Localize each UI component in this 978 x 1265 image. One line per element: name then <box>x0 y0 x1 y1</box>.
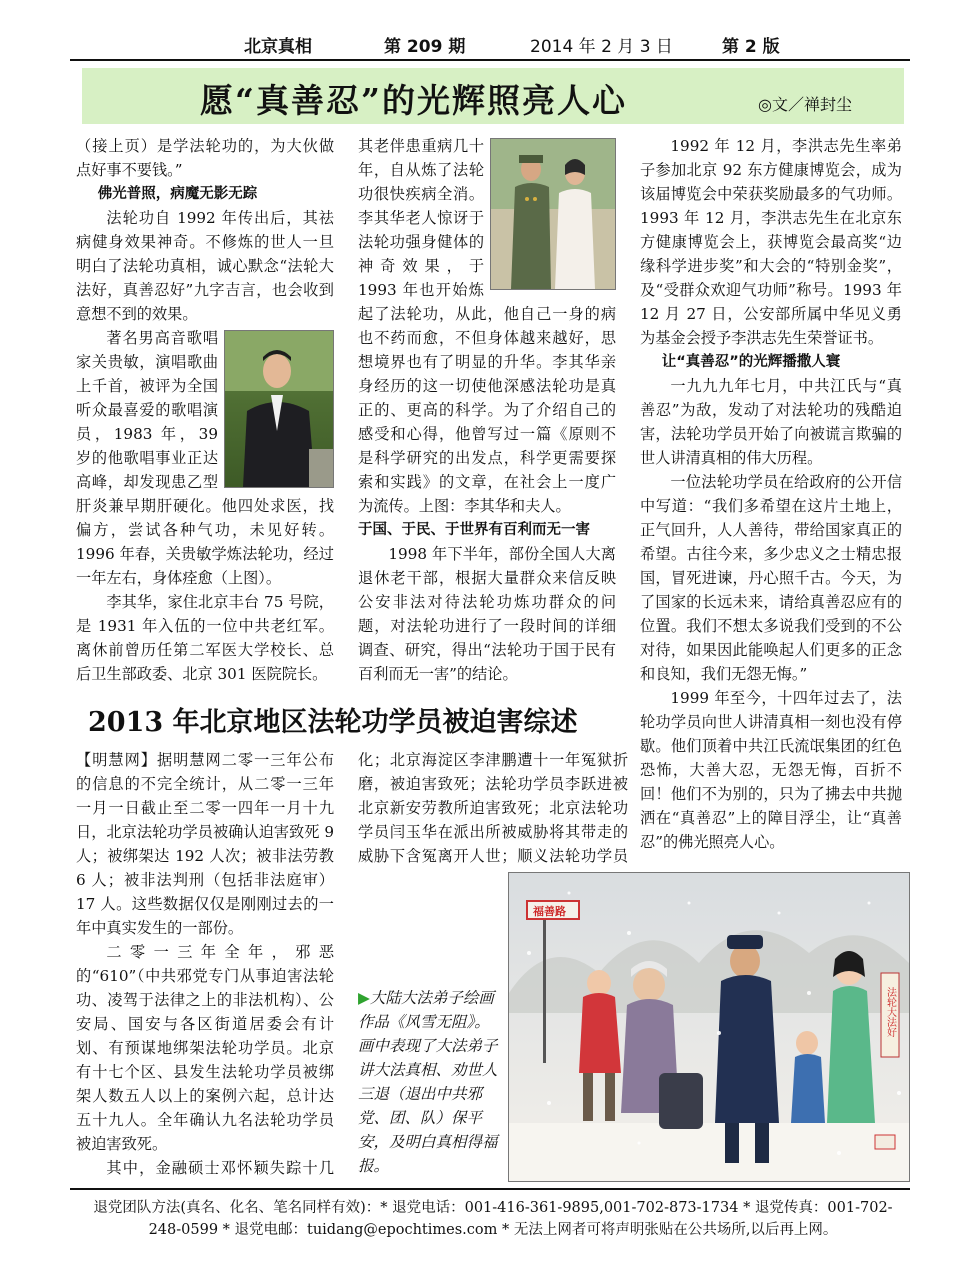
article-byline: ◎文／禅封尘 <box>758 95 852 114</box>
footer-rule <box>70 1188 910 1190</box>
caption-text: 大陆大法弟子绘画作品《风雪无阻》。画中表现了大法弟子讲大法真相、劝世人三退（退出中共邪党、团、队）保平安，及明白真相得福报。 <box>358 989 498 1175</box>
paragraph: 1999 年至今，十四年过去了，法轮功学员向世人讲清真相一刻也没有停歇。他们顶着中共江氏流氓集团的红色恐怖，大善大忍，无怨无悔，百折不回！他们不为别的，只为了拂去中共抛洒在“真善忍”上的障目浮尘，让“真善忍”的佛光照亮人心。 <box>640 689 902 851</box>
article1-column-1 <box>76 134 334 686</box>
issue-number: 第 209 期 <box>384 37 466 57</box>
subheading: 于国、于民、于世界有百利而无一害 <box>358 522 590 538</box>
masthead-rule <box>70 59 910 61</box>
couple-figures-icon <box>491 139 615 289</box>
paragraph: 【明慧网】据明慧网二零一三年公布的信息的不完全统计，从二零一三年一月一日截止至二零一四年一月十九日，北京法轮功学员被确认迫害致死 9 人；被绑架达 192 人次；被非法劳教 6 人；被非法判刑（包括非法庭审）17 人。这些数据仅仅是刚刚过去的一年中真实发生的一部份。 <box>76 751 334 937</box>
article-title: 愿“真善忍”的光辉照亮人心 <box>200 81 627 120</box>
caption-arrow-icon: ▶ <box>358 989 370 1007</box>
photo-li-qihua-and-wife <box>490 138 616 290</box>
paragraph: 二零一三年全年，邪恶的“610”（中共邪党专门从事迫害法轮功、凌驾于法律之上的非法机构）、公安局、国安与各区街道居委会有计划、有预谋地绑架法轮功学员。北京有十七个区、县发生法轮功学员被绑架人数五人以上的案例六起，总计达五十九人。全年确认九名法轮功学员被迫害致死。 <box>76 943 334 1153</box>
article2-column-1 <box>76 748 334 1180</box>
article1-column-2 <box>358 134 616 686</box>
painting-wind-and-snow <box>508 872 910 1182</box>
subheading: 让“真善忍”的光辉播撒人寰 <box>661 354 841 370</box>
paragraph: 化；北京海淀区李津鹏遭十一年冤狱折磨，被迫害致死；法轮功学员李跃进被北京新安劳教所迫害致死；北京法轮功学员闫玉华在派出所被威胁将其带走的威胁下含冤离开人世；顺义法轮功学员 <box>358 751 628 865</box>
issue-date: 2014 年 2 月 3 日 <box>530 37 673 57</box>
paragraph: 法轮功自 1992 年传出后，其祛病健身效果神奇。不修炼的世人一旦明白了法轮功真相，诚心默念“法轮大法好，真善忍好”九字吉言，也会收到意想不到的效果。 <box>76 209 334 323</box>
paragraph: 1992 年 12 月，李洪志先生率弟子参加北京 92 东方健康博览会，成为该届博览会中荣获奖励最多的气功师。1993 年 12 月，李洪志先生在北京东方健康博览会上，获博览会最高奖“边缘科学进步奖”和大会的“特别金奖”，及“受群众欢迎气功师”称号。1993 年 12 月 27 日，公安部所属中华见义勇为基金会授予李洪志先生荣誉证书。 <box>640 137 902 347</box>
paragraph: 1998 年下半年，部份全国人大离退休老干部，根据大量群众来信反映公安非法对待法轮功炼功群众的问题，对法轮功进行了一段时间的详细调查、研究，得出“法轮功于国于民有百利而无一害”的结论。 <box>358 545 616 683</box>
paragraph: 其中，金融硕士邓怀颖失踪十几 <box>106 1159 334 1177</box>
paragraph: （接上页）是学法轮功的，为大伙做点好事不要钱。” <box>76 137 334 179</box>
painting-scene-icon <box>509 873 909 1181</box>
article-banner <box>82 68 904 124</box>
footer-tuidang-info: 退党团队方法(真名、化名、笔名同样有效)：* 退党电话：001-416-361-9895,001-702-873-1734 * 退党传真：001-702-248-0599 * 退党电邮：tuidang@epochtimes.com * 无法上网者可将声明张贴在公共场所,以后再上网。 <box>93 1200 893 1238</box>
paragraph: 其老伴患重病几十年，自从炼了法轮功很快疾病全消。李其华老人惊讶于法轮功强身健体的神奇效果，于 1993 年也开始炼起了法轮功，从此，他自己一身的病也不药而愈，不但身体越来越好，思想境界也有了明显的升华。李其华亲身经历的这一切使他深感法轮功是真正的、更高的科学。为了介绍自己的感受和心得，他曾写过一篇《原则不是科学研究的出发点，科学更需要探索和实践》的文章，在社会上一度广为流传。上图：李其华和夫人。 <box>358 137 616 515</box>
singer-figure-icon <box>225 331 333 487</box>
subheading: 佛光普照，病魔无影无踪 <box>97 186 258 202</box>
photo-guan-guimin <box>224 330 334 488</box>
article1-column-3 <box>640 134 902 878</box>
page-number: 第 2 版 <box>722 37 780 57</box>
paragraph: 李其华，家住北京丰台 75 号院，是 1931 年入伍的一位中共老红军。离休前曾历任第二军医大学校长、总后卫生部政委、北京 301 医院院长。 <box>76 593 334 683</box>
masthead <box>0 28 978 56</box>
paragraph: 一位法轮功学员在给政府的公开信中写道：“我们多希望在这片土地上，正气回升，人人善待，带给国家真正的希望。古往今来，多少忠义之士精忠报国，冒死进谏，丹心照千古。今天，为了国家的长远未来，请给真善忍应有的位置。我们不想太多说我们受到的不公对待，如果因此能唤起人们更多的正念和良知，我们无怨无悔。” <box>640 473 902 683</box>
paragraph: 一九九九年七月，中共江氏与“真善忍”为敌，发动了对法轮功的残酷迫害，法轮功学员开始了向被谎言欺骗的世人讲清真相的伟大历程。 <box>640 377 902 467</box>
scroll-vertical-text: 法轮大法好 <box>884 987 896 1037</box>
paragraph: 著名男高音歌唱家关贵敏，演唱歌曲上千首，被评为全国听众最喜爱的歌唱演员，1983 年，39 岁的他歌唱事业正达高峰，却发现患乙型肝炎兼早期肝硬化。他四处求医，找偏方，尝试各种气功，未见好转。1996 年春，关贵敏学炼法轮功，经过一年左右，身体痊愈（上图）。 <box>76 329 334 587</box>
article2-title: 2013 年北京地区法轮功学员被迫害综述 <box>88 707 578 738</box>
article2-column-2-top <box>358 748 628 868</box>
article2-column-2-narrow <box>358 868 498 976</box>
paper-name: 北京真相 <box>244 37 312 57</box>
sign-text: 福善路 <box>533 905 566 918</box>
painting-caption <box>358 986 500 1178</box>
